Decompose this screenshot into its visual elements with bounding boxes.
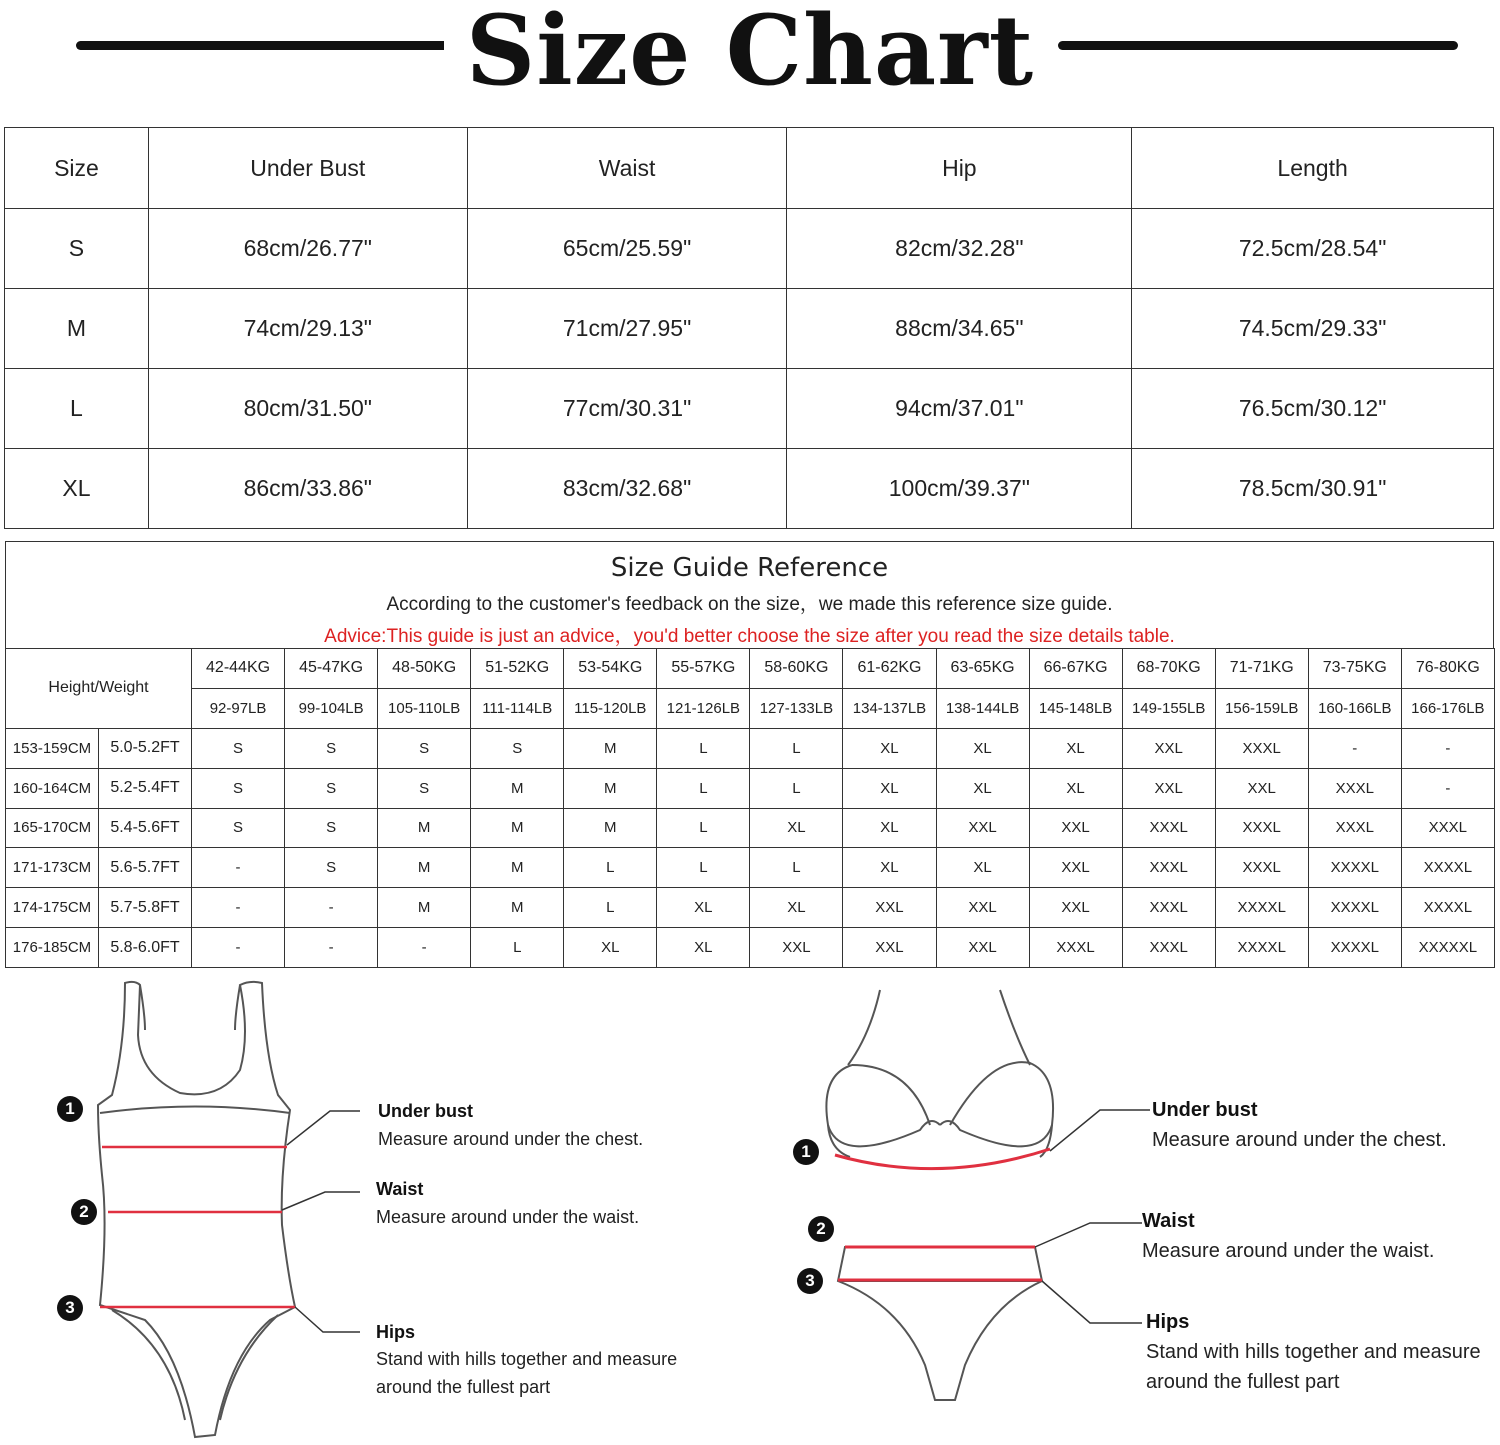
size-cell: XL xyxy=(843,848,936,888)
table-row xyxy=(5,289,1494,369)
hips-text-line-1: Stand with hills together and measure xyxy=(376,1349,678,1369)
height-ft-cell: 5.2-5.4FT xyxy=(99,768,192,808)
table-cell: 86cm/33.86" xyxy=(148,449,467,529)
size-cell: XXXL xyxy=(1215,848,1308,888)
size-cell: XXXL xyxy=(1215,728,1308,768)
size-cell: XXXL xyxy=(1308,808,1401,848)
size-cell: XXXL xyxy=(1122,928,1215,968)
table-cell: 100cm/39.37" xyxy=(787,449,1132,529)
size-cell: S xyxy=(285,728,378,768)
weight-lb-cell: 111-114LB xyxy=(471,688,564,728)
under-bust-title: Under bust xyxy=(378,1101,474,1121)
number-marker: 1 xyxy=(793,1139,819,1165)
size-cell: - xyxy=(378,928,471,968)
table-row xyxy=(5,449,1494,529)
size-cell: XXL xyxy=(843,928,936,968)
size-cell: XXXL xyxy=(1215,808,1308,848)
weight-kg-cell: 42-44KG xyxy=(192,649,285,689)
size-cell: L xyxy=(564,888,657,928)
corner-label: Height/Weight xyxy=(6,649,192,729)
size-cell: XXXXL xyxy=(1215,888,1308,928)
page-title: Size Chart xyxy=(0,0,1500,107)
weight-lb-cell: 156-159LB xyxy=(1215,688,1308,728)
size-guide-header xyxy=(5,541,1494,648)
weight-kg-cell: 58-60KG xyxy=(750,649,843,689)
size-cell: M xyxy=(378,888,471,928)
table-cell: XL xyxy=(5,449,149,529)
size-cell: L xyxy=(564,848,657,888)
number-marker: 2 xyxy=(808,1216,834,1242)
height-ft-cell: 5.0-5.2FT xyxy=(99,728,192,768)
size-cell: XL xyxy=(936,728,1029,768)
table-cell: S xyxy=(5,209,149,289)
weight-kg-cell: 51-52KG xyxy=(471,649,564,689)
height-ft-cell: 5.7-5.8FT xyxy=(99,888,192,928)
size-cell: - xyxy=(192,928,285,968)
table-cell: 76.5cm/30.12" xyxy=(1132,369,1494,449)
size-cell: S xyxy=(378,728,471,768)
hips-text-line-2: around the fullest part xyxy=(376,1377,551,1397)
height-cm-cell: 176-185CM xyxy=(6,928,99,968)
height-cm-cell: 153-159CM xyxy=(6,728,99,768)
weight-kg-cell: 53-54KG xyxy=(564,649,657,689)
weight-lb-cell: 127-133LB xyxy=(750,688,843,728)
header-cell: Size xyxy=(5,128,149,209)
table-cell: 65cm/25.59" xyxy=(467,209,787,289)
weight-lb-cell: 134-137LB xyxy=(843,688,936,728)
size-guide-table xyxy=(5,648,1495,968)
weight-kg-cell: 63-65KG xyxy=(936,649,1029,689)
size-cell: XXXXL xyxy=(1401,848,1494,888)
table-cell: 68cm/26.77" xyxy=(148,209,467,289)
header-cell: Hip xyxy=(787,128,1132,209)
header-cell: Waist xyxy=(467,128,787,209)
waist-title: Waist xyxy=(1142,1210,1195,1232)
size-cell: XL xyxy=(843,728,936,768)
size-cell: XL xyxy=(750,888,843,928)
size-table-header xyxy=(5,128,1494,209)
table-row xyxy=(6,808,1495,848)
size-cell: L xyxy=(657,808,750,848)
size-cell: S xyxy=(285,768,378,808)
size-cell: L xyxy=(657,768,750,808)
size-cell: M xyxy=(471,768,564,808)
hips-title: Hips xyxy=(1146,1311,1190,1333)
under-bust-text: Measure around under the chest. xyxy=(378,1129,644,1149)
table-cell: 94cm/37.01" xyxy=(787,369,1132,449)
size-cell: M xyxy=(471,848,564,888)
size-cell: XXL xyxy=(1215,768,1308,808)
height-cm-cell: 165-170CM xyxy=(6,808,99,848)
size-cell: XXXL xyxy=(1308,768,1401,808)
number-marker: 3 xyxy=(797,1268,823,1294)
weight-lb-cell: 121-126LB xyxy=(657,688,750,728)
size-cell: L xyxy=(471,928,564,968)
waist-text: Measure around under the waist. xyxy=(376,1207,640,1227)
number-marker: 1 xyxy=(57,1096,83,1122)
bikini-diagram xyxy=(790,985,1150,1415)
waist-title: Waist xyxy=(376,1179,424,1199)
size-cell: XXL xyxy=(936,808,1029,848)
lb-row xyxy=(6,688,1495,728)
under-bust-text: Measure around under the chest. xyxy=(1152,1129,1447,1151)
size-cell: S xyxy=(285,808,378,848)
size-cell: S xyxy=(471,728,564,768)
size-cell: XXL xyxy=(936,888,1029,928)
size-cell: XXXXL xyxy=(1308,848,1401,888)
weight-kg-cell: 61-62KG xyxy=(843,649,936,689)
under-bust-title: Under bust xyxy=(1152,1099,1258,1121)
table-cell: 78.5cm/30.91" xyxy=(1132,449,1494,529)
size-cell: XXXXL xyxy=(1308,928,1401,968)
weight-lb-cell: 99-104LB xyxy=(285,688,378,728)
table-cell: 72.5cm/28.54" xyxy=(1132,209,1494,289)
size-cell: L xyxy=(750,848,843,888)
title-bar xyxy=(0,0,1500,110)
table-row xyxy=(6,928,1495,968)
size-cell: XL xyxy=(936,848,1029,888)
size-cell: XXXL xyxy=(1122,848,1215,888)
size-cell: XXL xyxy=(1122,728,1215,768)
size-cell: XXXL xyxy=(1029,928,1122,968)
size-cell: XXXXXL xyxy=(1401,928,1494,968)
table-cell: 74.5cm/29.33" xyxy=(1132,289,1494,369)
size-cell: M xyxy=(471,808,564,848)
size-cell: S xyxy=(378,768,471,808)
size-cell: S xyxy=(192,768,285,808)
guide-title: Size Guide Reference xyxy=(610,553,889,583)
table-row xyxy=(6,728,1495,768)
hips-text xyxy=(376,1345,677,1401)
table-cell: 71cm/27.95" xyxy=(467,289,787,369)
hips-text-line-1: Stand with hills together and measure xyxy=(1146,1341,1481,1363)
size-cell: XL xyxy=(843,768,936,808)
size-cell: XXXL xyxy=(1401,808,1494,848)
size-cell: M xyxy=(564,728,657,768)
weight-kg-cell: 55-57KG xyxy=(657,649,750,689)
size-cell: - xyxy=(1401,728,1494,768)
size-cell: XXXL xyxy=(1122,808,1215,848)
size-cell: XXL xyxy=(1029,888,1122,928)
kg-row xyxy=(6,649,1495,689)
weight-lb-cell: 92-97LB xyxy=(192,688,285,728)
weight-kg-cell: 73-75KG xyxy=(1308,649,1401,689)
weight-lb-cell: 149-155LB xyxy=(1122,688,1215,728)
size-cell: XXXXL xyxy=(1308,888,1401,928)
waist-text: Measure around under the waist. xyxy=(1142,1240,1435,1262)
size-cell: M xyxy=(564,808,657,848)
size-cell: XL xyxy=(936,768,1029,808)
table-cell: 82cm/32.28" xyxy=(787,209,1132,289)
size-cell: S xyxy=(192,808,285,848)
height-ft-cell: 5.6-5.7FT xyxy=(99,848,192,888)
size-cell: XXL xyxy=(843,888,936,928)
size-cell: - xyxy=(285,888,378,928)
table-row xyxy=(5,209,1494,289)
size-cell: S xyxy=(192,728,285,768)
weight-kg-cell: 76-80KG xyxy=(1401,649,1494,689)
weight-kg-cell: 66-67KG xyxy=(1029,649,1122,689)
height-cm-cell: 171-173CM xyxy=(6,848,99,888)
table-cell: 77cm/30.31" xyxy=(467,369,787,449)
height-cm-cell: 160-164CM xyxy=(6,768,99,808)
size-cell: XL xyxy=(657,888,750,928)
table-row xyxy=(6,888,1495,928)
table-cell: L xyxy=(5,369,149,449)
size-cell: - xyxy=(192,888,285,928)
size-cell: XL xyxy=(657,928,750,968)
weight-lb-cell: 166-176LB xyxy=(1401,688,1494,728)
size-cell: XL xyxy=(564,928,657,968)
weight-lb-cell: 145-148LB xyxy=(1029,688,1122,728)
size-cell: XXXXL xyxy=(1215,928,1308,968)
header-cell: Length xyxy=(1132,128,1494,209)
weight-lb-cell: 138-144LB xyxy=(936,688,1029,728)
size-cell: XL xyxy=(750,808,843,848)
number-marker: 3 xyxy=(57,1295,83,1321)
size-cell: XL xyxy=(843,808,936,848)
size-cell: L xyxy=(750,768,843,808)
guide-subtitle: According to the customer's feedback on the size，we made this reference size guide. xyxy=(386,594,1113,615)
size-cell: L xyxy=(750,728,843,768)
height-cm-cell: 174-175CM xyxy=(6,888,99,928)
size-cell: XL xyxy=(1029,728,1122,768)
size-cell: M xyxy=(471,888,564,928)
number-marker: 2 xyxy=(71,1199,97,1225)
table-cell: 80cm/31.50" xyxy=(148,369,467,449)
size-cell: - xyxy=(285,928,378,968)
table-cell: M xyxy=(5,289,149,369)
size-cell: XXL xyxy=(750,928,843,968)
size-cell: XL xyxy=(1029,768,1122,808)
size-cell: XXXL xyxy=(1122,888,1215,928)
weight-lb-cell: 160-166LB xyxy=(1308,688,1401,728)
table-row xyxy=(5,369,1494,449)
height-ft-cell: 5.4-5.6FT xyxy=(99,808,192,848)
table-cell: 88cm/34.65" xyxy=(787,289,1132,369)
table-cell: 83cm/32.68" xyxy=(467,449,787,529)
weight-kg-cell: 68-70KG xyxy=(1122,649,1215,689)
weight-lb-cell: 105-110LB xyxy=(378,688,471,728)
size-cell: - xyxy=(1401,768,1494,808)
weight-kg-cell: 45-47KG xyxy=(285,649,378,689)
size-cell: M xyxy=(378,808,471,848)
size-cell: XXL xyxy=(1029,808,1122,848)
weight-lb-cell: 115-120LB xyxy=(564,688,657,728)
size-cell: XXL xyxy=(936,928,1029,968)
size-cell: L xyxy=(657,848,750,888)
weight-kg-cell: 71-71KG xyxy=(1215,649,1308,689)
hips-title: Hips xyxy=(376,1322,416,1342)
size-cell: S xyxy=(285,848,378,888)
size-cell: XXL xyxy=(1122,768,1215,808)
table-cell: 74cm/29.13" xyxy=(148,289,467,369)
table-row xyxy=(6,768,1495,808)
weight-kg-cell: 48-50KG xyxy=(378,649,471,689)
guide-advice: Advice:This guide is just an advice，you'd better choose the size after you read the size details table. xyxy=(324,626,1175,647)
size-cell: - xyxy=(192,848,285,888)
size-cell: L xyxy=(657,728,750,768)
header-cell: Under Bust xyxy=(148,128,467,209)
table-row xyxy=(6,848,1495,888)
height-ft-cell: 5.8-6.0FT xyxy=(99,928,192,968)
size-cell: XXXXL xyxy=(1401,888,1494,928)
size-cell: M xyxy=(378,848,471,888)
hips-text xyxy=(1146,1337,1481,1397)
size-table xyxy=(4,127,1494,529)
size-cell: - xyxy=(1308,728,1401,768)
hips-text-line-2: around the fullest part xyxy=(1146,1371,1340,1393)
size-cell: M xyxy=(564,768,657,808)
size-cell: XXL xyxy=(1029,848,1122,888)
